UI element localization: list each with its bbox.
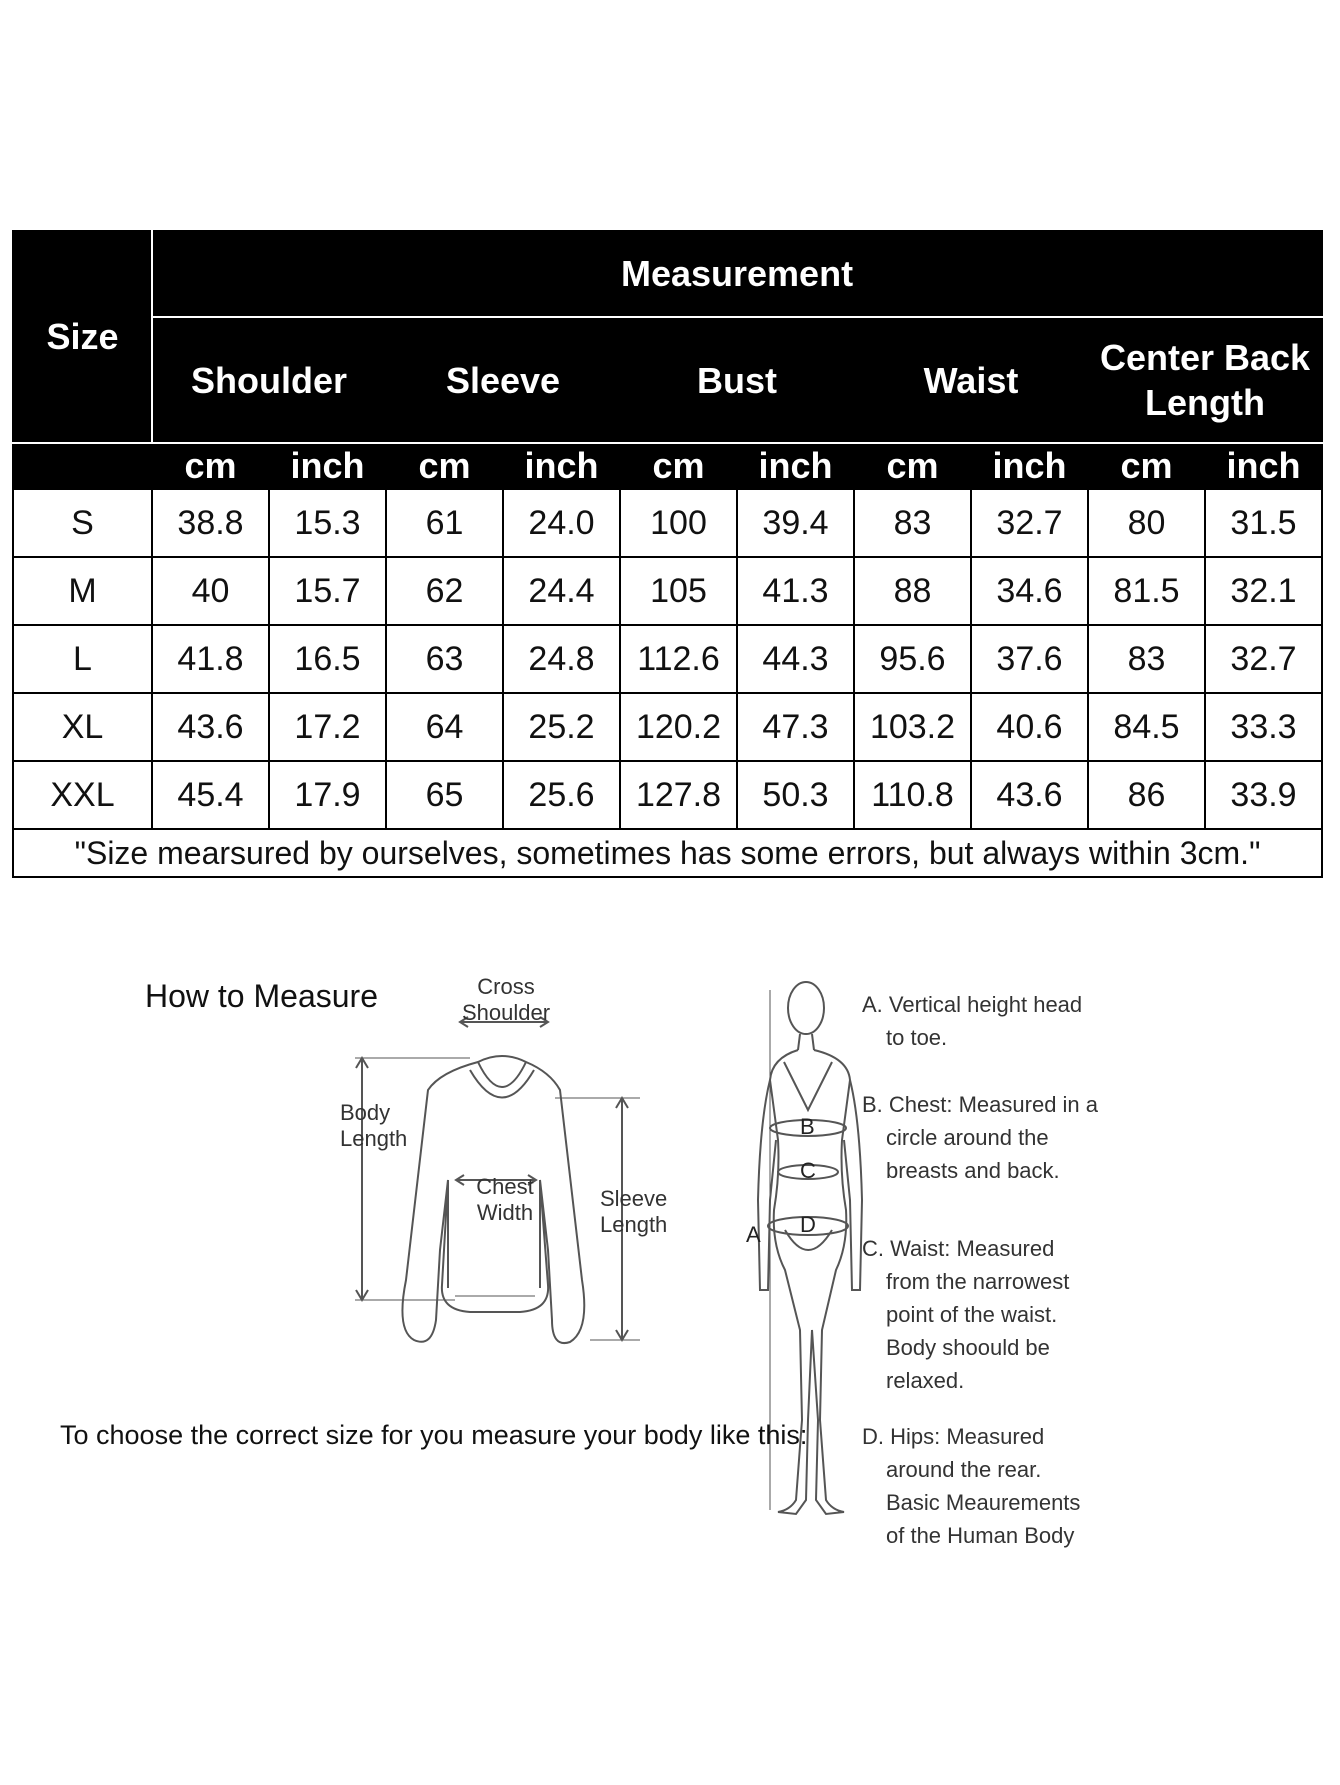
chest-width-label — [472, 1174, 538, 1227]
measurement-note: "Size mearsured by ourselves, sometimes has some errors, but always within 3cm." — [13, 829, 1322, 877]
measure-cell: 81.5 — [1088, 557, 1205, 625]
measure-cell: 24.8 — [503, 625, 620, 693]
measure-cell: 110.8 — [854, 761, 971, 829]
measure-cell: 32.1 — [1205, 557, 1322, 625]
measure-cell: 127.8 — [620, 761, 737, 829]
measure-cell: 25.6 — [503, 761, 620, 829]
measure-cell: 86 — [1088, 761, 1205, 829]
measure-cell: 17.9 — [269, 761, 386, 829]
measure-cell: 95.6 — [854, 625, 971, 693]
measurement-header: Measurement — [152, 231, 1322, 317]
sleeve-length-label — [600, 1186, 680, 1239]
measure-cell: 80 — [1088, 489, 1205, 557]
measure-cell: 84.5 — [1088, 693, 1205, 761]
marker-c: C — [800, 1158, 816, 1183]
measure-cell: 33.3 — [1205, 693, 1322, 761]
group-header-4: Center Back Length — [1088, 317, 1322, 443]
body-length-text: Body Length — [340, 1100, 408, 1152]
cross-shoulder-label — [462, 974, 550, 1027]
measure-cell: 37.6 — [971, 625, 1088, 693]
measure-cell: 43.6 — [971, 761, 1088, 829]
legend-item — [862, 1420, 1080, 1552]
legend-line: around the rear. — [886, 1457, 1042, 1482]
unit-header-inch-4: inch — [1205, 443, 1322, 489]
measure-cell: 32.7 — [1205, 625, 1322, 693]
group-header-3: Waist — [854, 317, 1088, 443]
measure-cell: 100 — [620, 489, 737, 557]
measure-cell: 45.4 — [152, 761, 269, 829]
legend-lead: B. Chest: Measured in a — [862, 1092, 1099, 1117]
legend-line: point of the waist. — [886, 1302, 1058, 1327]
how-to-measure-title: How to Measure — [145, 978, 378, 1014]
size-cell: S — [13, 489, 152, 557]
legend-item — [862, 1232, 1069, 1397]
legend-line: relaxed. — [886, 1368, 965, 1393]
measure-instruction: To choose the correct size for you measure your body like this: — [60, 1420, 808, 1450]
unit-header-cm-1: cm — [386, 443, 503, 489]
measure-cell: 34.6 — [971, 557, 1088, 625]
measure-cell: 88 — [854, 557, 971, 625]
measure-cell: 44.3 — [737, 625, 854, 693]
legend-line: to toe. — [886, 1025, 948, 1050]
measure-cell: 15.7 — [269, 557, 386, 625]
measure-cell: 17.2 — [269, 693, 386, 761]
unit-header-inch-1: inch — [503, 443, 620, 489]
size-header: Size — [13, 231, 152, 443]
measure-cell: 33.9 — [1205, 761, 1322, 829]
cross-shoulder-text: Cross Shoulder — [462, 974, 551, 1026]
measure-cell: 41.8 — [152, 625, 269, 693]
legend-line: of the Human Body — [886, 1523, 1075, 1548]
measure-cell: 24.0 — [503, 489, 620, 557]
measure-cell: 63 — [386, 625, 503, 693]
body-length-label — [340, 1100, 420, 1153]
legend-line: from the narrowest — [886, 1269, 1070, 1294]
measure-cell: 83 — [1088, 625, 1205, 693]
measure-cell: 50.3 — [737, 761, 854, 829]
measure-cell: 16.5 — [269, 625, 386, 693]
group-header-0: Shoulder — [152, 317, 386, 443]
measure-cell: 62 — [386, 557, 503, 625]
chest-width-text: Chest Width — [476, 1174, 534, 1226]
measure-cell: 83 — [854, 489, 971, 557]
legend-line: breasts and back. — [886, 1158, 1060, 1183]
legend-item — [862, 1088, 1098, 1187]
legend-lead: C. Waist: Measured — [862, 1236, 1055, 1261]
measure-cell: 24.4 — [503, 557, 620, 625]
unit-header-inch-0: inch — [269, 443, 386, 489]
measure-cell: 38.8 — [152, 489, 269, 557]
legend-lead: A. Vertical height head — [862, 992, 1083, 1017]
size-cell: XXL — [13, 761, 152, 829]
group-header-1: Sleeve — [386, 317, 620, 443]
measure-cell: 64 — [386, 693, 503, 761]
legend-line: Body shoould be — [886, 1335, 1050, 1360]
size-cell: L — [13, 625, 152, 693]
legend-item — [862, 988, 1082, 1054]
measure-cell: 40 — [152, 557, 269, 625]
size-cell: XL — [13, 693, 152, 761]
size-cell: M — [13, 557, 152, 625]
measure-cell: 47.3 — [737, 693, 854, 761]
legend-line: circle around the — [886, 1125, 1049, 1150]
sleeve-length-text: Sleeve Length — [600, 1186, 668, 1238]
measure-cell: 25.2 — [503, 693, 620, 761]
measure-cell: 120.2 — [620, 693, 737, 761]
legend-lead: D. Hips: Measured — [862, 1424, 1045, 1449]
measure-cell: 103.2 — [854, 693, 971, 761]
unit-header-cm-3: cm — [854, 443, 971, 489]
measure-cell: 105 — [620, 557, 737, 625]
unit-header-inch-3: inch — [971, 443, 1088, 489]
marker-a: A — [746, 1222, 761, 1247]
measure-cell: 65 — [386, 761, 503, 829]
legend-line: Basic Meaurements — [886, 1490, 1081, 1515]
marker-b: B — [800, 1114, 815, 1139]
measure-cell: 112.6 — [620, 625, 737, 693]
measure-cell: 31.5 — [1205, 489, 1322, 557]
unit-header-cm-4: cm — [1088, 443, 1205, 489]
unit-header-inch-2: inch — [737, 443, 854, 489]
measure-cell: 39.4 — [737, 489, 854, 557]
measure-cell: 41.3 — [737, 557, 854, 625]
measure-cell: 40.6 — [971, 693, 1088, 761]
group-header-2: Bust — [620, 317, 854, 443]
marker-d: D — [800, 1212, 816, 1237]
unit-header-cm-2: cm — [620, 443, 737, 489]
measure-cell: 15.3 — [269, 489, 386, 557]
unit-header-cm-0: cm — [152, 443, 269, 489]
measure-cell: 61 — [386, 489, 503, 557]
measure-cell: 43.6 — [152, 693, 269, 761]
measure-cell: 32.7 — [971, 489, 1088, 557]
